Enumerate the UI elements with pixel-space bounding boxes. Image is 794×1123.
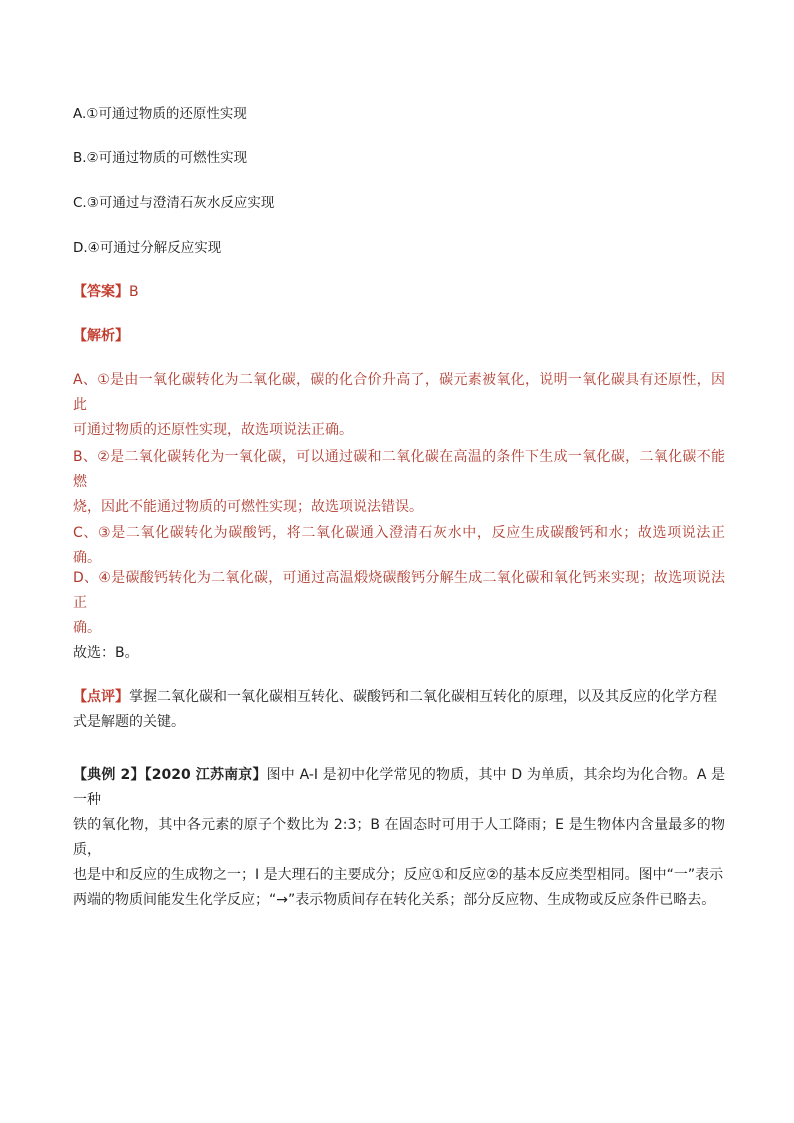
example2-line3: 也是中和反应的生成物之一；I 是大理石的主要成分；反应①和反应②的基本反应类型相同。图中“一”表示	[73, 867, 724, 883]
analysis-item-a-line2: 可通过物质的还原性实现，故选项说法正确。	[73, 422, 353, 438]
option-a: A.①可通过物质的还原性实现	[73, 106, 247, 122]
option-b: B.②可通过物质的可燃性实现	[73, 150, 248, 166]
example2-label: 【典例 2】	[73, 767, 145, 783]
analysis-item-d	[73, 566, 725, 641]
analysis-item-d-line1: D、④是碳酸钙转化为二氧化碳，可通过高温煅烧碳酸钙分解生成二氧化碳和氧化钙来实现；故选项说法正	[73, 570, 725, 611]
analysis-item-c-line1: C、③是二氧化碳转化为碳酸钙，将二氧化碳通入澄清石灰水中，反应生成碳酸钙和水；故选项说法正确。	[73, 525, 725, 566]
answer-line	[73, 282, 139, 302]
analysis-item-a	[73, 368, 725, 443]
analysis-item-d-line2: 确。	[73, 620, 101, 636]
example2-text-1: 图中 A-I 是初中化学常见的物质，其中 D 为单质，其余均为化合物。A 是一种	[73, 767, 726, 808]
example2-line1	[73, 763, 725, 813]
analysis-heading	[73, 326, 129, 346]
comment-block	[73, 685, 725, 735]
example2-line2: 铁的氧化物，其中各元素的原子个数比为 2:3；B 在固态时可用于人工降雨；E 是生物体内含量最多的物质，	[73, 817, 725, 858]
example2-line4: 两端的物质间能发生化学反应；“→”表示物质间存在转化关系；部分反应物、生成物或反应条件已略去。	[73, 892, 716, 908]
analysis-item-b	[73, 445, 725, 520]
option-d: D.④可通过分解反应实现	[73, 240, 222, 256]
comment-line1	[73, 685, 725, 710]
analysis-conclusion: 故选：B。	[73, 645, 139, 661]
analysis-item-b-line1: B、②是二氧化碳转化为一氧化碳，可以通过碳和二氧化碳在高温的条件下生成一氧化碳，二氧化碳不能燃	[73, 449, 725, 490]
answer-label: 【答案】	[73, 284, 129, 300]
comment-label: 【点评】	[73, 689, 129, 705]
example2-source: 【2020 江苏南京】	[144, 767, 267, 783]
answer-value: B	[129, 284, 139, 300]
analysis-item-a-line1: A、①是由一氧化碳转化为二氧化碳，碳的化合价升高了，碳元素被氧化，说明一氧化碳具有还原性，因此	[73, 372, 725, 413]
comment-line2: 式是解题的关键。	[73, 714, 185, 730]
analysis-label: 【解析】	[73, 328, 129, 344]
comment-text-1: 掌握二氧化碳和一氧化碳相互转化、碳酸钙和二氧化碳相互转化的原理，以及其反应的化学方程	[129, 689, 717, 705]
analysis-item-b-line2: 烧，因此不能通过物质的可燃性实现；故选项说法错误。	[73, 499, 423, 515]
option-c: C.③可通过与澄清石灰水反应实现	[73, 195, 275, 211]
analysis-item-c	[73, 521, 725, 571]
example2-block	[73, 763, 725, 913]
